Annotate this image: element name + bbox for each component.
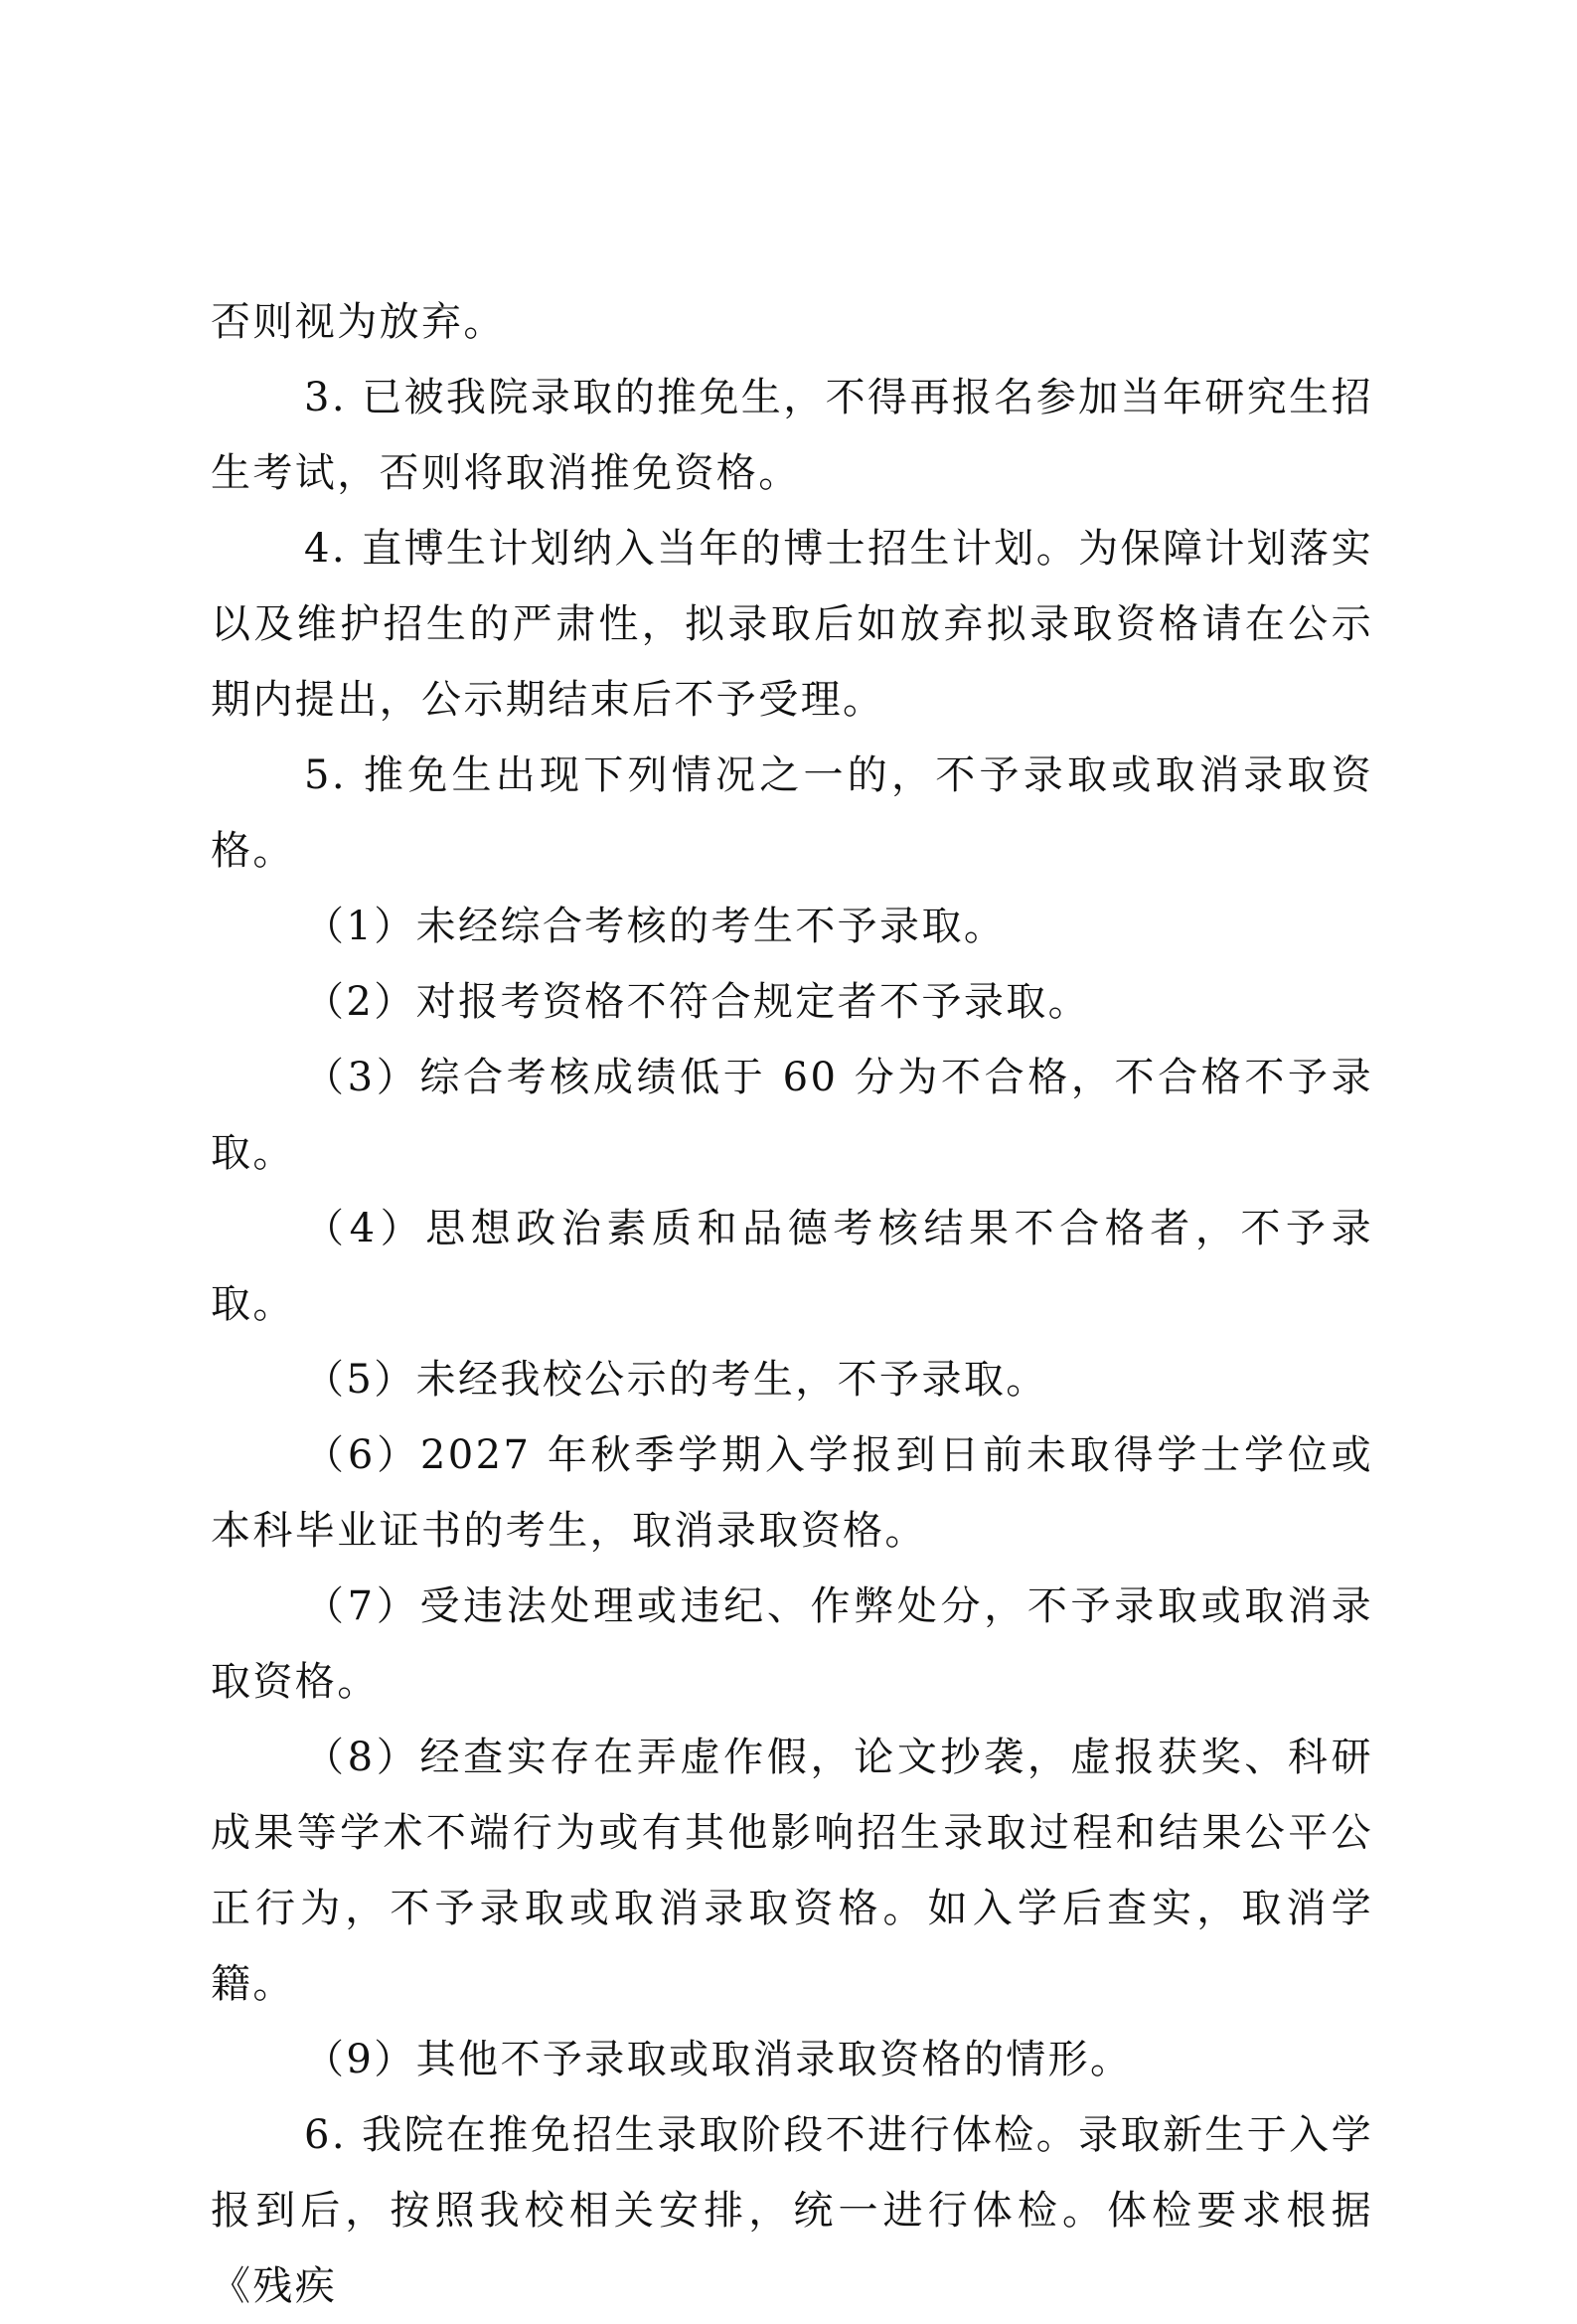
- list-item-5: （5）未经我校公示的考生，不予录取。: [304, 1357, 1048, 1403]
- list-item-4: （4）思想政治素质和品德考核结果不合格者，不予录取。: [211, 1206, 1373, 1327]
- list-item-6: （6）2027 年秋季学期入学报到日前未取得学士学位或本科毕业证书的考生，取消录取资格。: [211, 1432, 1373, 1554]
- paragraph-6: 6. 我院在推免招生录取阶段不进行体检。录取新生于入学报到后，按照我校相关安排，统一进行体检。体检要求根据《残疾: [211, 2112, 1373, 2309]
- paragraph-continuation: 否则视为放弃。: [211, 299, 506, 345]
- list-item-7: （7）受违法处理或违纪、作弊处分，不予录取或取消录取资格。: [211, 1583, 1373, 1705]
- paragraph-4: 4. 直博生计划纳入当年的博士招生计划。为保障计划落实以及维护招生的严肃性，拟录取后如放弃拟录取资格请在公示期内提出，公示期结束后不予受理。: [211, 526, 1373, 723]
- document-body: [211, 284, 1373, 2324]
- paragraph-5: 5. 推免生出现下列情况之一的，不予录取或取消录取资格。: [211, 752, 1373, 874]
- list-item-2: （2）对报考资格不符合规定者不予录取。: [304, 979, 1091, 1025]
- list-item-1: （1）未经综合考核的考生不予录取。: [304, 904, 1007, 949]
- list-item-9: （9）其他不予录取或取消录取资格的情形。: [304, 2037, 1133, 2082]
- list-item-8: （8）经查实存在弄虚作假，论文抄袭，虚报获奖、科研成果等学术不端行为或有其他影响招生录取过程和结果公平公正行为，不予录取或取消录取资格。如入学后查实，取消学籍。: [211, 1735, 1373, 2007]
- list-item-3: （3）综合考核成绩低于 60 分为不合格，不合格不予录取。: [211, 1055, 1373, 1176]
- paragraph-3: 3. 已被我院录取的推免生，不得再报名参加当年研究生招生考试，否则将取消推免资格。: [211, 375, 1373, 496]
